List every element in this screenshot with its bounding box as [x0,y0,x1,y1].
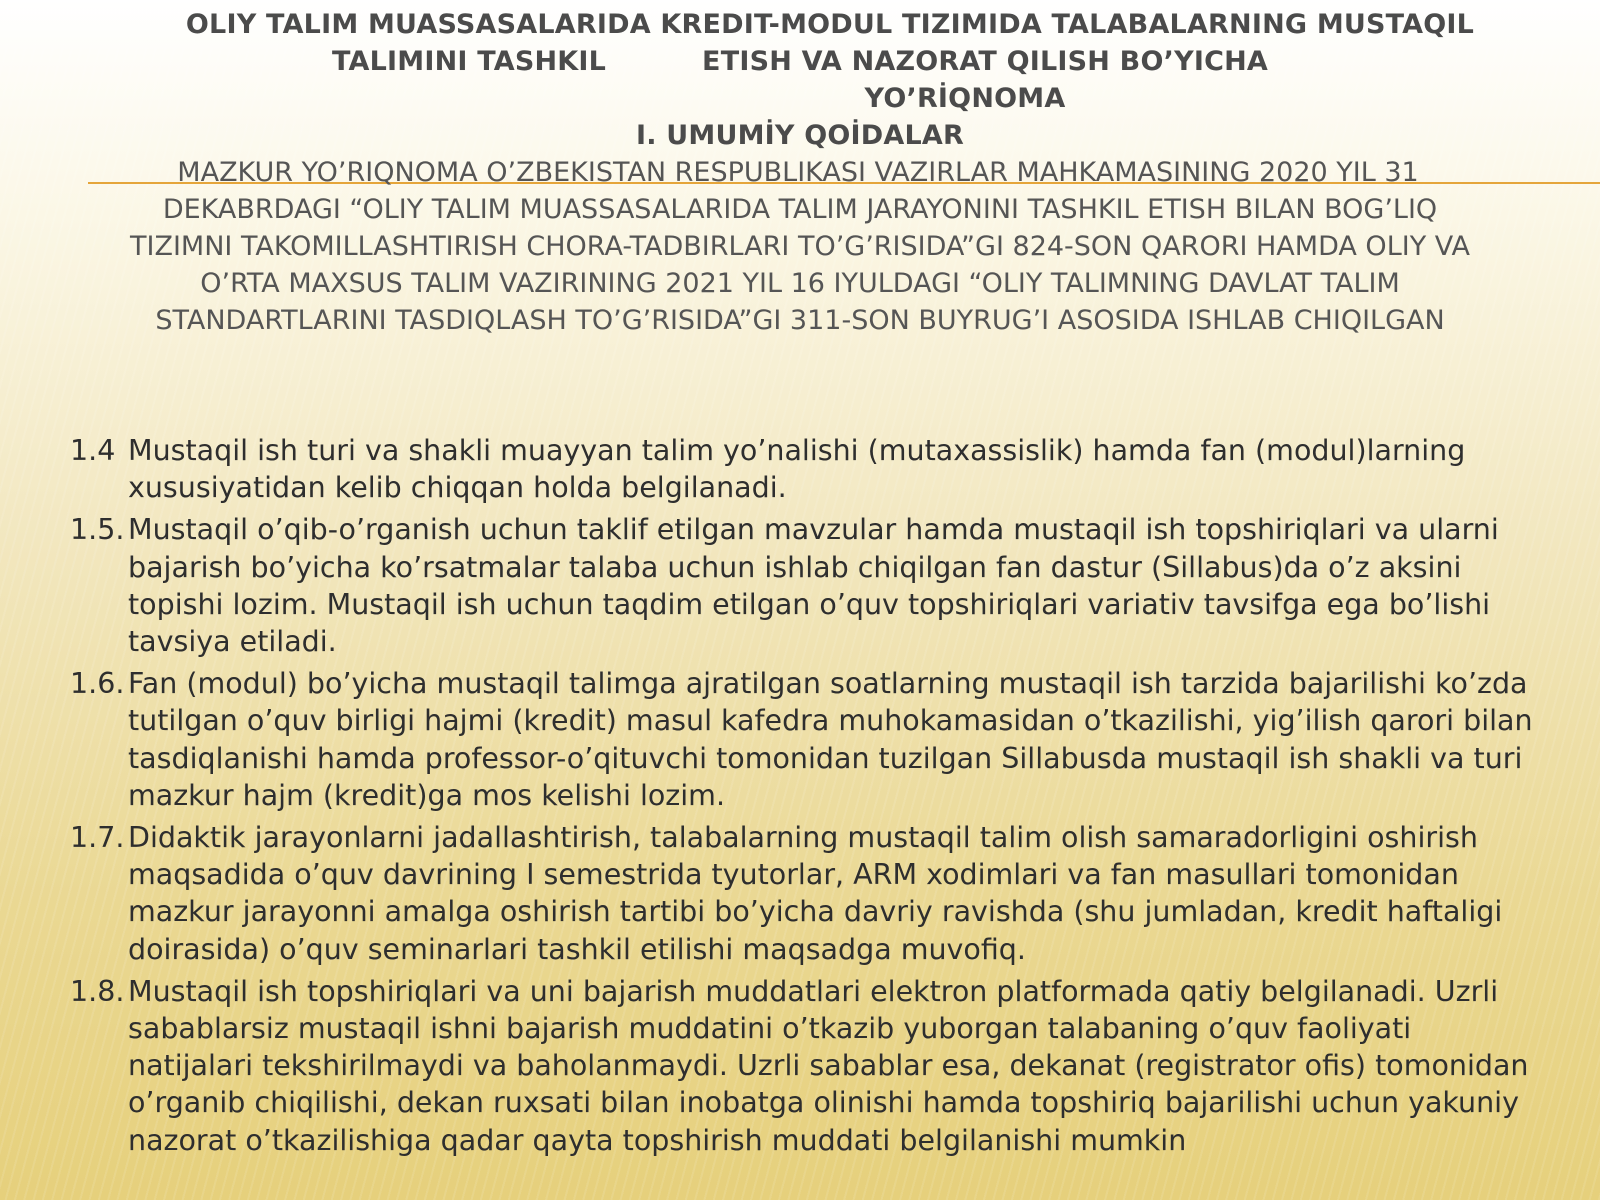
item-number: 1.8. [70,974,125,1008]
subtitle-line-2: DEKABRDAGI “OLIY TALIM MUASSASALARIDA TALIM JARAYONINI TASHKIL ETISH BILAN BOG’LIQ [162,194,1438,225]
item-text-line: nazorat o’tkazilishiga qadar qayta topshirish muddati belgilanishi mumkin [128,1123,1187,1157]
item-text-line: Mustaqil ish topshiriqlari va uni bajarish muddatlari elektron platformada qatiy belgilanadi. Uzrli [128,974,1499,1008]
title-line-2: TALIMINI TASHKIL ETISH VA NAZORAT QILISH BO’YICHA [332,46,1268,77]
item-number: 1.4 [70,434,116,467]
item-text-line: mazkur hajm (kredit)ga mos kelishi lozim. [128,778,725,812]
item-text-line: xususiyatidan kelib chiqqan holda belgilanadi. [128,471,787,505]
title-line-1: OLIY TALIM MUASSASALARIDA KREDIT-MODUL TIZIMIDA TALABALARNING MUSTAQIL [185,9,1475,40]
item-text-line: tavsiya etiladi. [128,625,337,659]
item-text-line: topishi lozim. Mustaqil ish uchun taqdim etilgan o’quv topshiriqlari variativ tavsifga ega bo’lishi [128,587,1491,621]
list-item [70,432,1560,506]
slide-subtitle [60,154,1540,339]
item-text-line: Mustaqil o’qib-o’rganish uchun taklif etilgan mavzular hamda mustaqil ish topshiriqlari va ularni [128,513,1499,547]
item-text-line: mazkur jarayonni amalga oshirish tartibi bo’yicha davriy ravishda (shu jumladan, kredit haftaligi [128,895,1503,929]
item-text-line: tutilgan o’quv birligi hajmi (kredit) masul kafedra muhokamasidan o’tkazilishi, yig’ilish qarori bilan [128,704,1533,738]
item-text [128,432,1560,506]
subtitle-line-3: TIZIMNI TAKOMILLASHTIRISH CHORA-TADBIRLARI TO’G’RISIDA”GI 824-SON QARORI HAMDA OLIY VA [130,231,1470,262]
item-text-line: Didaktik jarayonlarni jadallashtirish, talabalarning mustaqil talim olish samaradorligini oshirish [128,821,1478,855]
item-text [128,819,1560,968]
item-text-line: natijalari tekshirilmaydi va baholanmaydi. Uzrli sabablar esa, dekanat (registrator ofis) tomonidan [128,1049,1529,1083]
list-item [70,973,1560,1159]
item-text-line: bajarish bo’yicha ko’rsatmalar talaba uchun ishlab chiqilgan fan dastur (Sillabus)da o’z aksini [128,550,1462,584]
subtitle-line-1: MAZKUR YO’RIQNOMA O’ZBEKISTAN RESPUBLIKASI VAZIRLAR MAHKAMASINING 2020 YIL 31 [177,157,1419,188]
item-number: 1.5. [70,513,125,547]
item-text [128,511,1560,660]
item-number: 1.6. [70,667,125,701]
item-text-line: doirasida) o’quv seminarlari tashkil etilishi maqsadga muvofiq. [128,932,1026,966]
slide-title [60,6,1540,154]
subtitle-line-4: O’RTA MAXSUS TALIM VAZIRINING 2021 YIL 16 IYULDAGI “OLIY TALIMNING DAVLAT TALIM [200,268,1400,299]
item-text-line: Fan (modul) bo’yicha mustaqil talimga ajratilgan soatlarning mustaqil ish tarzida bajarilishi ko’zda [128,667,1528,701]
list-item [70,511,1560,660]
item-number: 1.7. [70,821,125,855]
item-text-line: Mustaqil ish turi va shakli muayyan talim yo’nalishi (mutaxassislik) hamda fan (modul)larning [128,434,1466,467]
subtitle-line-5: STANDARTLARINI TASDIQLASH TO’G’RISIDA”GI 311-SON BUYRUG’I ASOSIDA ISHLAB CHIQILGAN [155,305,1445,336]
item-text-line: tasdiqlanishi hamda professor-o’qituvchi tomonidan tuzilgan Sillabusda mustaqil ish shakli va turi [128,741,1523,775]
item-text-line: maqsadida o’quv davrining I semestrida tyutorlar, ARM xodimlari va fan masullari tomonidan [128,858,1459,892]
slide-body [70,432,1560,1164]
list-item [70,819,1560,968]
section-heading: I. UMUMİY QOİDALAR [635,120,965,151]
title-line-3: YO’RİQNOMA [864,83,1066,114]
item-text-line: sabablarsiz mustaqil ishni bajarish muddatini o’tkazib yuborgan talabaning o’quv faoliyati [128,1012,1412,1046]
item-text [128,973,1560,1159]
item-text-line: o’rganib chiqilishi, dekan ruxsati bilan inobatga olinishi hamda topshiriq bajarilishi uchun yakuniy [128,1086,1519,1120]
item-text [128,665,1560,814]
list-item [70,665,1560,814]
